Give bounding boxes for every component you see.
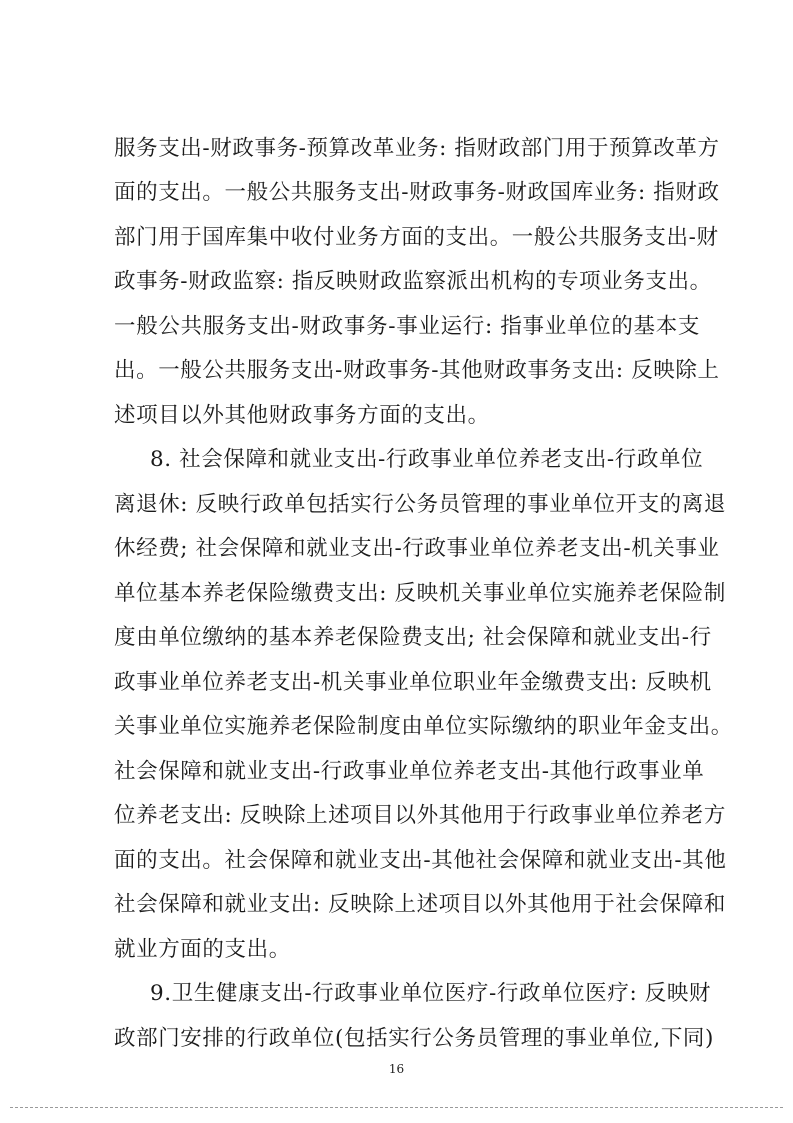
paragraph-9-heading-line: 9.卫生健康支出-行政事业单位医疗-行政单位医疗: 反映财	[150, 981, 712, 1006]
text-line: 一般公共服务支出-财政事务-事业运行: 指事业单位的基本支	[114, 314, 700, 339]
text-line: 社会保障和就业支出-行政事业单位养老支出-其他行政事业单	[114, 759, 705, 784]
text-line: 休经费; 社会保障和就业支出-行政事业单位养老支出-机关事业	[114, 536, 720, 561]
text-line: 位养老支出: 反映除上述项目以外其他用于行政事业单位养老方	[114, 803, 726, 828]
text-line: 面的支出。社会保障和就业支出-其他社会保障和就业支出-其他	[114, 848, 727, 873]
text-line: 出。一般公共服务支出-财政事务-其他财政事务支出: 反映除上	[114, 358, 720, 383]
footer-divider	[10, 1107, 783, 1108]
text-line: 度由单位缴纳的基本养老保险费支出; 社会保障和就业支出-行	[114, 625, 712, 650]
text-line: 服务支出-财政事务-预算改革业务: 指财政部门用于预算改革方	[114, 136, 720, 161]
text-line: 政部门安排的行政单位(包括实行公务员管理的事业单位,下同)	[114, 1026, 715, 1051]
text-line: 单位基本养老保险缴费支出: 反映机关事业单位实施养老保险制	[114, 581, 726, 606]
text-line: 就业方面的支出。	[114, 937, 291, 962]
text-line: 面的支出。一般公共服务支出-财政事务-财政国库业务: 指财政	[114, 180, 720, 205]
text-line: 社会保障和就业支出: 反映除上述项目以外其他用于社会保障和	[114, 892, 726, 917]
text-line: 关事业单位实施养老保险制度由单位实际缴纳的职业年金支出。	[114, 714, 733, 739]
text-line: 政事业单位养老支出-机关事业单位职业年金缴费支出: 反映机	[114, 670, 712, 695]
text-line: 部门用于国库集中收付业务方面的支出。一般公共服务支出-财	[114, 225, 719, 250]
page-number: 16	[388, 1062, 405, 1076]
text-line: 离退休: 反映行政单包括实行公务员管理的事业单位开支的离退	[114, 492, 726, 517]
text-line: 政事务-财政监察: 指反映财政监察派出机构的专项业务支出。	[114, 269, 712, 294]
paragraph-8-heading-line: 8. 社会保障和就业支出-行政事业单位养老支出-行政单位	[150, 447, 704, 472]
text-line: 述项目以外其他财政事务方面的支出。	[114, 403, 490, 428]
